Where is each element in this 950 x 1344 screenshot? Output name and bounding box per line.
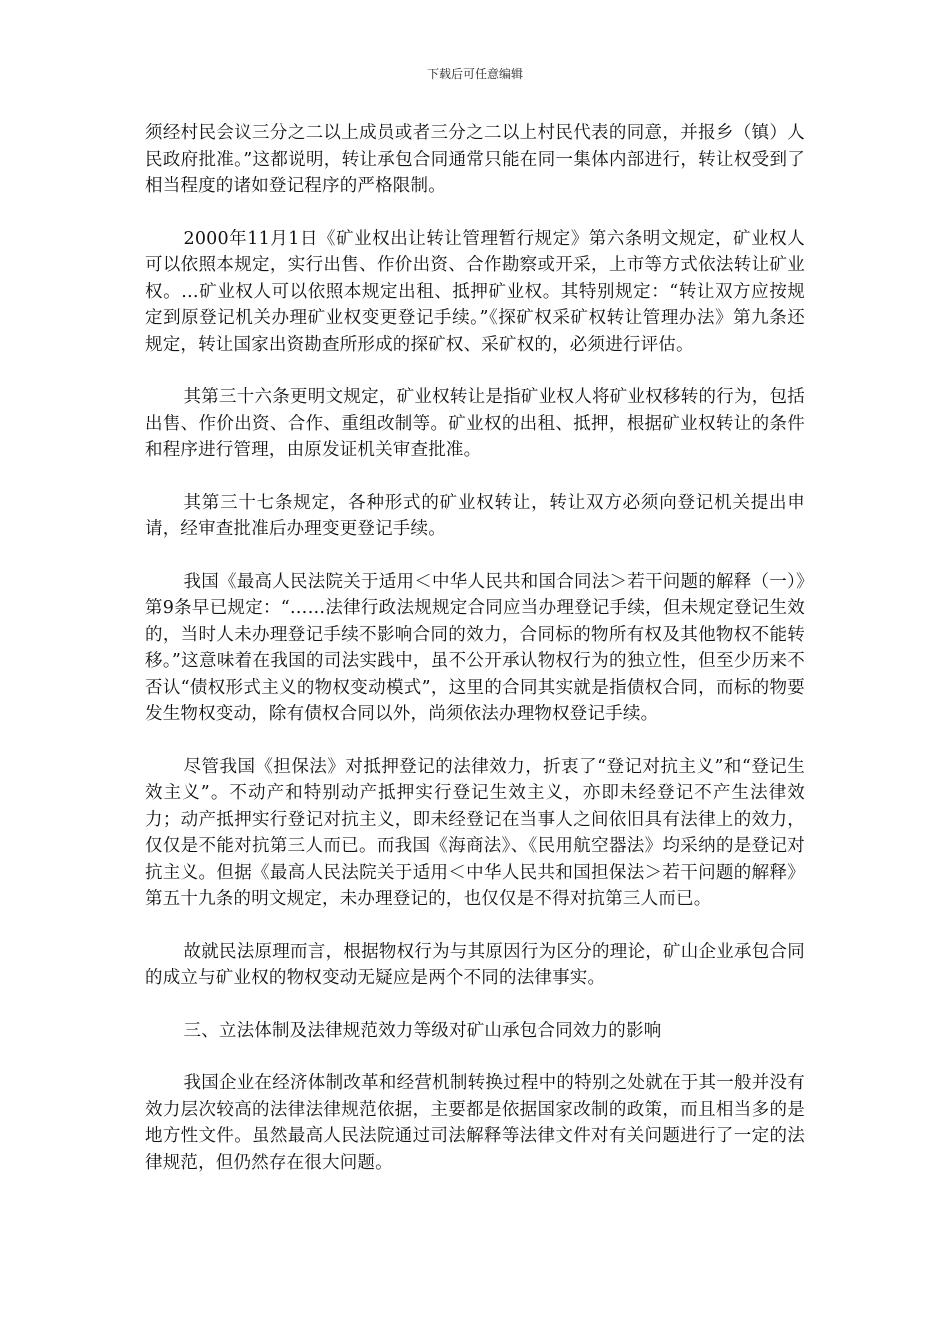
- section-heading: 三、立法体制及法律规范效力等级对矿山承包合同效力的影响: [183, 1020, 662, 1041]
- paragraph-8: 我国企业在经济体制改革和经营机制转换过程中的特别之处就在于其一般并没有效力层次较高的法律法律规范依据，主要都是依据国家改制的政策，而且相当多的是地方性文件。虽然最高人民法院通过司法解释等法律文件对有关问题进行了一定的法律规范，但仍然存在很大问题。: [145, 1073, 805, 1173]
- paragraph-6: 尽管我国《担保法》对抵押登记的法律效力，折衷了“登记对抗主义”和“登记生效主义”。不动产和特别动产抵押实行登记生效主义，亦即未经登记不产生法律效力；动产抵押实行登记对抗主义，即未经登记在当事人之间依旧具有法律上的效力，仅仅是不能对抗第三人而已。而我国《海商法》、《民用航空器法》均采纳的是登记对抗主义。但据《最高人民法院关于适用＜中华人民共和国担保法＞若干问题的解释》第五十九条的明文规定，未办理登记的，也仅仅是不得对抗第三人而已。: [145, 756, 805, 909]
- paragraph-4: 其第三十七条规定，各种形式的矿业权转让，转让双方必须向登记机关提出申请，经审查批准后办理变更登记手续。: [145, 492, 805, 539]
- document-body: [145, 120, 805, 1202]
- paragraph-5: 我国《最高人民法院关于适用＜中华人民共和国合同法＞若干问题的解释（一）》第9条早已规定：“……法律行政法规规定合同应当办理登记手续，但未规定登记生效的，当时人未办理登记手续不影响合同的效力，合同标的物所有权及其他物权不能转移。”这意味着在我国的司法实践中，虽不公开承认物权行为的独立性，但至少历来不否认“债权形式主义的物权变动模式”，这里的合同其实就是指债权合同，而标的物要发生物权变动，除有债权合同以外，尚须依法办理物权登记手续。: [145, 571, 805, 724]
- paragraph-7: 故就民法原理而言，根据物权行为与其原因行为区分的理论，矿山企业承包合同的成立与矿业权的物权变动无疑应是两个不同的法律事实。: [145, 941, 805, 988]
- page-header: 下载后可任意编辑: [426, 67, 523, 81]
- paragraph-1: 须经村民会议三分之二以上成员或者三分之二以上村民代表的同意，并报乡（镇）人民政府批准。”这都说明，转让承包合同通常只能在同一集体内部进行，转让权受到了相当程度的诸如登记程序的严格限制。: [145, 123, 805, 196]
- paragraph-3: 其第三十六条更明文规定，矿业权转让是指矿业权人将矿业权移转的行为，包括出售、作价出资、合作、重组改制等。矿业权的出租、抵押，根据矿业权转让的条件和程序进行管理，由原发证机关审查批准。: [145, 387, 805, 460]
- paragraph-2: 2000年11月1日《矿业权出让转让管理暂行规定》第六条明文规定，矿业权人可以依照本规定，实行出售、作价出资、合作勘察或开采，上市等方式依法转让矿业权。…矿业权人可以依照本规定出租、抵押矿业权。其特别规定：“转让双方应按规定到原登记机关办理矿业权变更登记手续。”《探矿权采矿权转让管理办法》第九条还规定，转让国家出资勘查所形成的探矿权、采矿权的，必须进行评估。: [145, 228, 805, 355]
